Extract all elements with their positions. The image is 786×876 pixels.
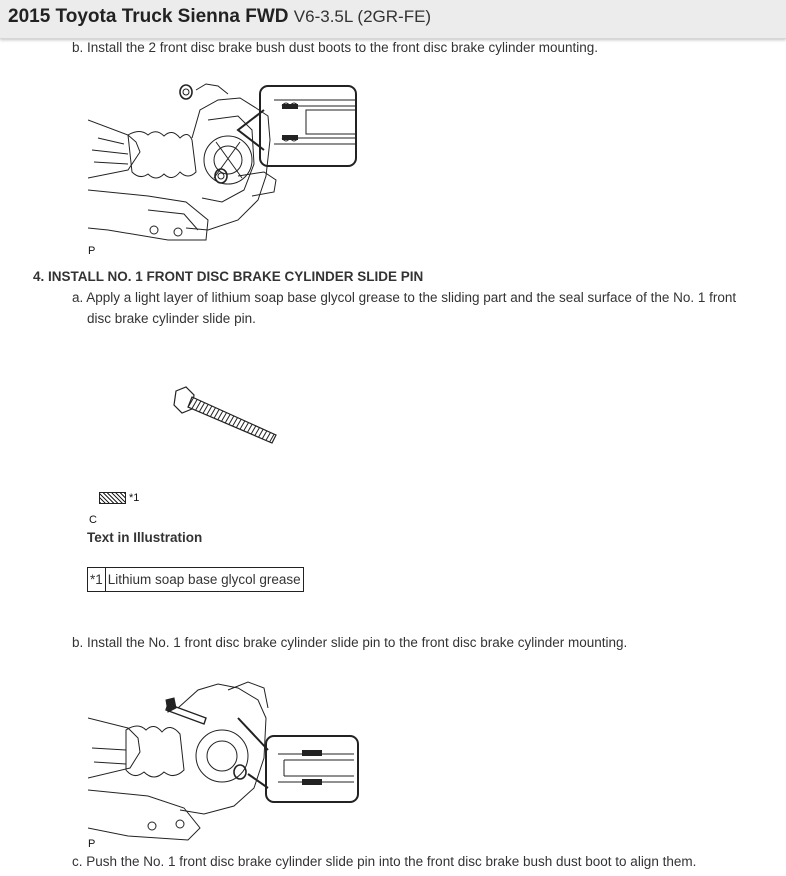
engine-title: V6-3.5L (2GR-FE) xyxy=(293,7,432,26)
step-4a-line-1: a. Apply a light layer of lithium soap base glycol grease to the sliding part and the seal surface of the No. 1 front xyxy=(72,290,737,305)
table-cell-key: *1 xyxy=(88,568,106,592)
step-3b-text: b. Install the 2 front disc brake bush dust boots to the front disc brake cylinder mounting. xyxy=(72,40,599,55)
table-cell-value: Lithium soap base glycol grease xyxy=(105,568,303,592)
page-title xyxy=(8,6,431,28)
slide-pin-illustration xyxy=(168,385,280,449)
illustration-code-2: C xyxy=(89,514,97,526)
step-4c-text: c. Push the No. 1 front disc brake cylinder slide pin into the front disc brake bush dust boot to align them. xyxy=(72,854,697,869)
illustration-legend-table xyxy=(87,567,304,592)
slide-pin-install-illustration xyxy=(88,678,363,844)
grease-legend-swatch xyxy=(99,492,126,504)
text-in-illustration-heading: Text in Illustration xyxy=(87,530,203,545)
dust-boot-illustration xyxy=(88,80,363,248)
illustration-code-1: P xyxy=(88,245,96,257)
legend-label: *1 xyxy=(129,492,140,504)
vehicle-title: 2015 Toyota Truck Sienna FWD xyxy=(8,6,289,27)
header-bar xyxy=(0,0,786,39)
step-4-heading: 4. INSTALL NO. 1 FRONT DISC BRAKE CYLINDER SLIDE PIN xyxy=(33,269,424,284)
illustration-code-3: P xyxy=(88,838,96,850)
table-row xyxy=(88,568,304,592)
step-4a-line-2: disc brake cylinder slide pin. xyxy=(87,311,256,326)
step-4b-text: b. Install the No. 1 front disc brake cylinder slide pin to the front disc brake cylinder mounting. xyxy=(72,635,628,650)
